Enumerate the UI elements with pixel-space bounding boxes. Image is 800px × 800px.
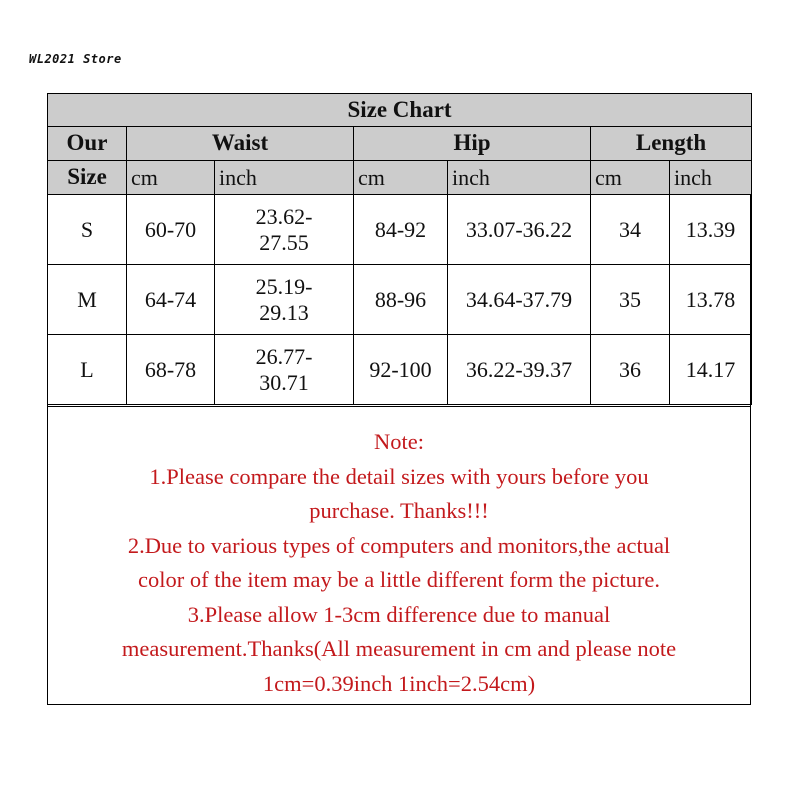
waist-cm-cell: 64-74 xyxy=(127,265,215,335)
hip-cm-cell: 84-92 xyxy=(354,195,448,265)
table-row xyxy=(48,335,752,405)
note-line: 1.Please compare the detail sizes with yours before you xyxy=(149,463,649,489)
group-hip: Hip xyxy=(354,127,591,161)
group-waist: Waist xyxy=(127,127,354,161)
waist-inch-cell xyxy=(215,195,354,265)
length-cm-cell: 34 xyxy=(591,195,670,265)
note-line: purchase. Thanks!!! xyxy=(309,498,489,523)
waist-inch-line: 30.71 xyxy=(259,369,309,395)
size-cell: L xyxy=(48,335,127,405)
length-inch-cell: 13.78 xyxy=(670,265,752,335)
note-line: measurement.Thanks(All measurement in cm and please note xyxy=(121,636,677,661)
waist-inch-line: 27.55 xyxy=(259,229,309,255)
our-size-label-bottom: Size xyxy=(48,161,127,195)
note-line: 1cm=0.39inch 1inch=2.54cm) xyxy=(262,670,536,696)
waist-inch-line: 29.13 xyxy=(259,299,309,325)
size-table xyxy=(47,93,752,405)
length-cm-cell: 35 xyxy=(591,265,670,335)
waist-inch-line: 26.77- xyxy=(255,344,313,370)
table-row xyxy=(48,195,752,265)
hip-inch-cell: 36.22-39.37 xyxy=(448,335,591,405)
length-inch-cell: 14.17 xyxy=(670,335,752,405)
waist-inch-line: 25.19- xyxy=(255,274,313,300)
store-name: WL2021 Store xyxy=(29,52,122,66)
our-size-label-top: Our xyxy=(48,127,127,161)
waist-inch-line: 23.62- xyxy=(255,204,313,230)
unit-length-cm: cm xyxy=(591,161,670,195)
waist-cm-cell: 60-70 xyxy=(127,195,215,265)
table-row xyxy=(48,265,752,335)
unit-waist-cm: cm xyxy=(127,161,215,195)
waist-inch-cell xyxy=(215,265,354,335)
note-line: 3.Please allow 1-3cm difference due to manual xyxy=(187,601,611,627)
group-length: Length xyxy=(591,127,752,161)
note-line: color of the item may be a little different form the picture. xyxy=(138,567,660,592)
hip-cm-cell: 88-96 xyxy=(354,265,448,335)
note-section xyxy=(48,406,750,704)
unit-length-inch: inch xyxy=(670,161,752,195)
length-inch-cell: 13.39 xyxy=(670,195,752,265)
note-heading: Note: xyxy=(374,429,424,454)
size-chart xyxy=(47,93,751,705)
unit-waist-inch: inch xyxy=(215,161,354,195)
note-line: 2.Due to various types of computers and monitors,the actual xyxy=(127,532,671,558)
unit-hip-inch: inch xyxy=(448,161,591,195)
size-cell: M xyxy=(48,265,127,335)
size-cell: S xyxy=(48,195,127,265)
unit-hip-cm: cm xyxy=(354,161,448,195)
hip-inch-cell: 33.07-36.22 xyxy=(448,195,591,265)
hip-cm-cell: 92-100 xyxy=(354,335,448,405)
waist-cm-cell: 68-78 xyxy=(127,335,215,405)
length-cm-cell: 36 xyxy=(591,335,670,405)
chart-title: Size Chart xyxy=(48,94,752,127)
hip-inch-cell: 34.64-37.79 xyxy=(448,265,591,335)
waist-inch-cell xyxy=(215,335,354,405)
